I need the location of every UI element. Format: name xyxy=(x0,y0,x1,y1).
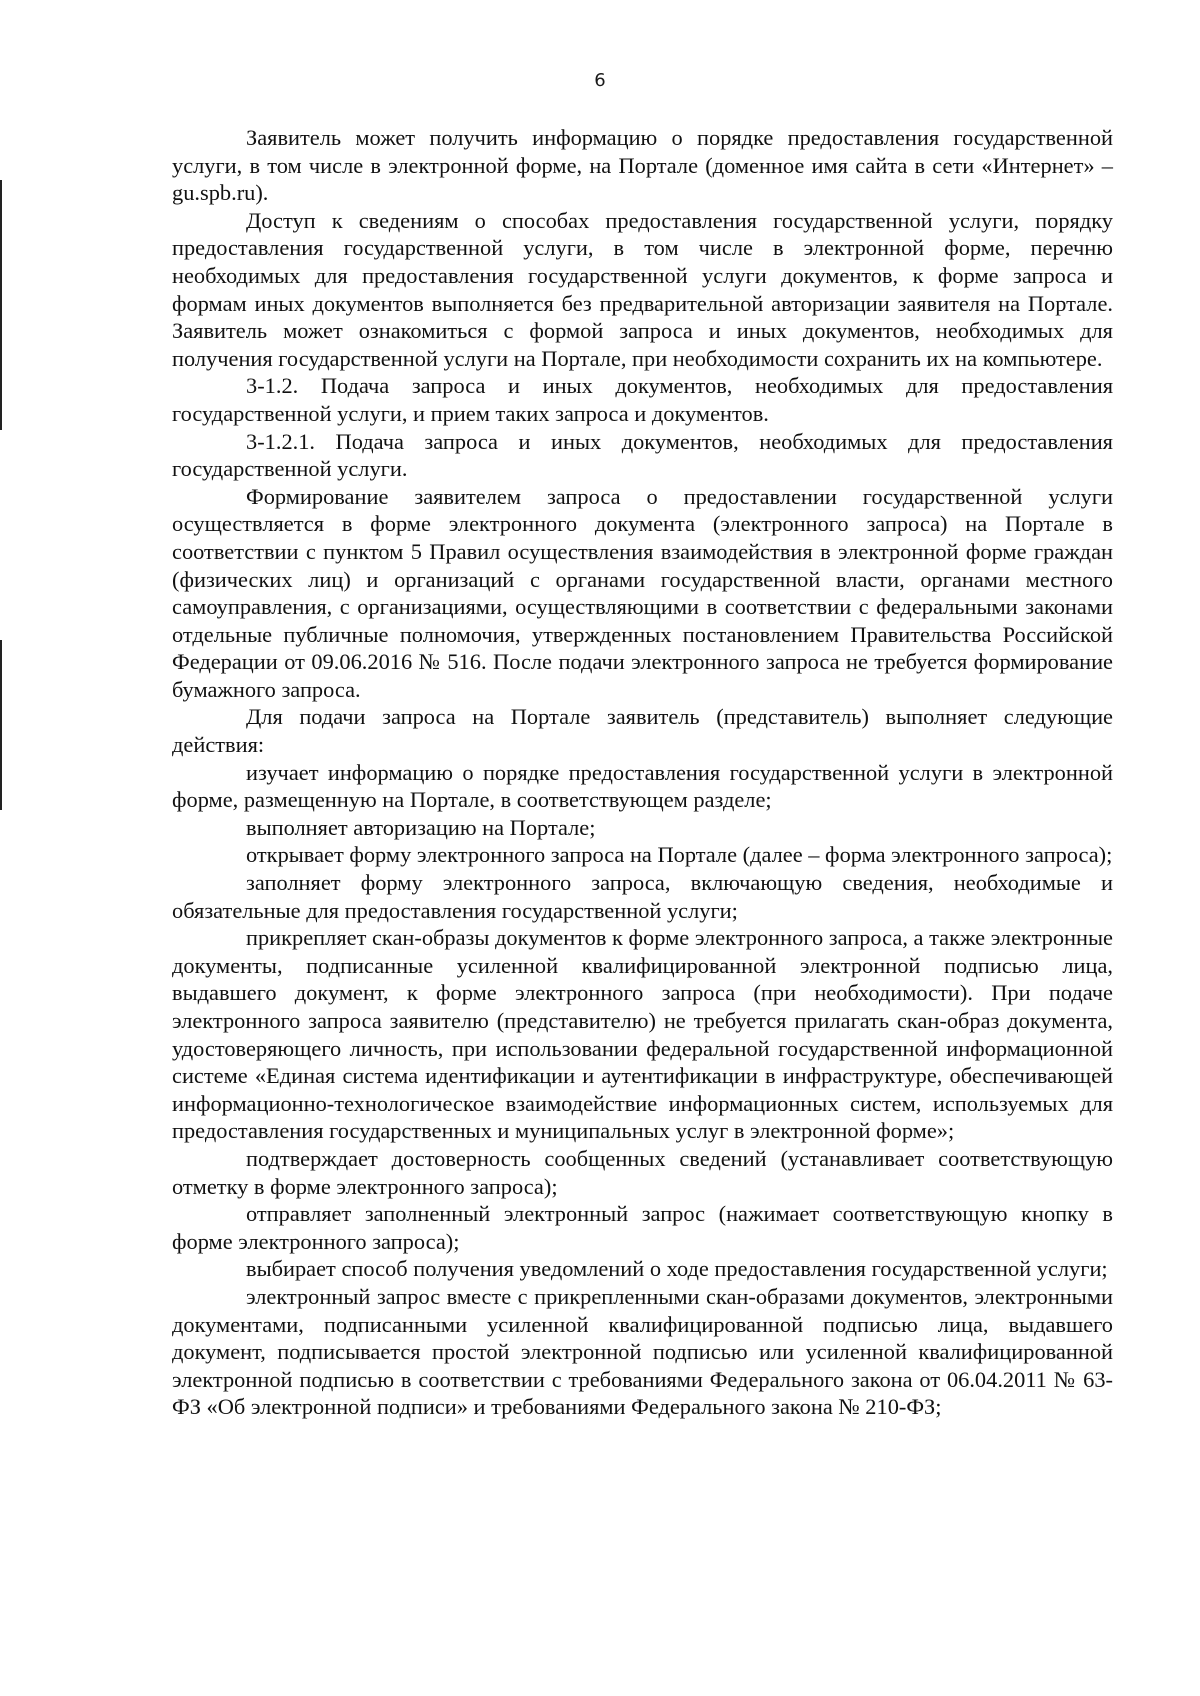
list-item: электронный запрос вместе с прикрепленными скан-образами документов, электронными документами, подписанными усиленной квалифицированной подписью лица, выдавшего документ, подписывается простой электронной подписью или усиленной квалифицированной электронной подписью в соответствии с требованиями Федерального закона от 06.04.2011 № 63-ФЗ «Об электронной подписи» и требованиями Федерального закона № 210-ФЗ; xyxy=(172,1283,1113,1420)
list-item: заполняет форму электронного запроса, включающую сведения, необходимые и обязательные для предоставления государственной услуги; xyxy=(172,870,1113,923)
scan-edge-mark xyxy=(0,180,2,430)
list-item: выбирает способ получения уведомлений о ходе предоставления государственной услуги; xyxy=(246,1256,1108,1282)
list-item: открывает форму электронного запроса на Портале (далее – форма электронного запроса); xyxy=(246,842,1113,868)
document-body xyxy=(172,124,1113,1421)
page-number: 6 xyxy=(594,70,606,91)
paragraph: Формирование заявителем запроса о предоставлении государственной услуги осуществляется в форме электронного документа (электронного запроса) на Портале в соответствии с пунктом 5 Правил осуществления взаимодействия в электронной форме граждан (физических лиц) и организаций с органами государственной власти, органами местного самоуправления, с организациями, осуществляющими в соответствии с федеральными законами отдельные публичные полномочия, утвержденных постановлением Правительства Российской Федерации от 09.06.2016 № 516. После подачи электронного запроса не требуется формирование бумажного запроса. xyxy=(172,483,1113,702)
list-item: подтверждает достоверность сообщенных сведений (устанавливает соответствующую отметку в форме электронного запроса); xyxy=(172,1145,1113,1199)
list-item: изучает информацию о порядке предоставления государственной услуги в электронной форме, размещенную на Портале, в соответствующем разделе; xyxy=(172,759,1113,813)
paragraph: Для подачи запроса на Портале заявитель (представитель) выполняет следующие действия: xyxy=(172,704,1113,758)
list-item: прикрепляет скан-образы документов к форме электронного запроса, а также электронные документы, подписанные усиленной квалифицированной электронной подписью лица, выдавшего документ, к форме электронного запроса (при необходимости). При подаче электронного запроса заявителю (представителю) не требуется прилагать скан-образ документа, удостоверяющего личность, при использовании федеральной государственной информационной системе «Единая система идентификации и аутентификации в инфраструктуре, обеспечивающей информационно-технологическое взаимодействие информационных систем, используемых для предоставления государственных и муниципальных услуг в электронной форме»; xyxy=(172,925,1113,1144)
list-item: отправляет заполненный электронный запрос (нажимает соответствующую кнопку в форме электронного запроса); xyxy=(172,1201,1113,1254)
paragraph: Доступ к сведениям о способах предоставления государственной услуги, порядку предоставления государственной услуги, в том числе в электронной форме, перечню необходимых для предоставления государственной услуги документов, к форме запроса и формам иных документов выполняется без предварительной авторизации заявителя на Портале. Заявитель может ознакомиться с формой запроса и иных документов, необходимых для получения государственной услуги на Портале, при необходимости сохранить их на компьютере. xyxy=(172,207,1113,371)
section-heading: 3-1.2.1. Подача запроса и иных документов, необходимых для предоставления государственной услуги. xyxy=(172,428,1113,482)
section-heading: 3-1.2. Подача запроса и иных документов, необходимых для предоставления государственной услуги, и прием таких запроса и документов. xyxy=(172,373,1113,426)
list-item: выполняет авторизацию на Портале; xyxy=(246,814,596,840)
paragraph: Заявитель может получить информацию о порядке предоставления государственной услуги, в том числе в электронной форме, на Портале (доменное имя сайта в сети «Интернет» – gu.spb.ru). xyxy=(172,125,1113,206)
scan-edge-mark xyxy=(0,640,2,810)
